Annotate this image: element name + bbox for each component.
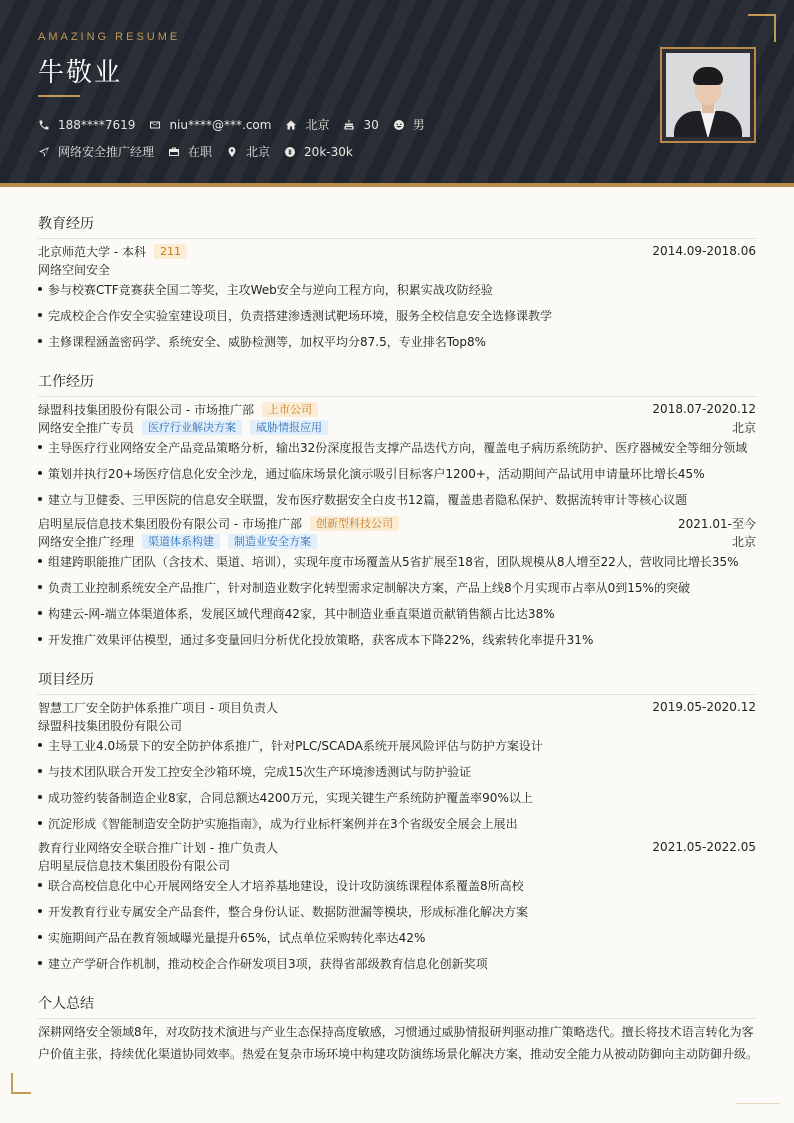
company-name: 绿盟科技集团股份有限公司 - 市场推广部 bbox=[38, 402, 254, 417]
list-item: 建立与卫健委、三甲医院的信息安全联盟，发布医疗数据安全白皮书12篇，覆盖患者隐私保护、数据流转审计等核心议题 bbox=[38, 491, 756, 508]
phone-icon bbox=[38, 119, 50, 131]
cake-icon bbox=[343, 119, 355, 131]
gender-item bbox=[393, 116, 425, 133]
list-item: 参与校赛CTF竞赛获全国二等奖，主攻Web安全与逆向工程方向，积累实战攻防经验 bbox=[38, 281, 756, 298]
section-title-summary: 个人总结 bbox=[38, 993, 756, 1019]
hometown-value: 北京 bbox=[305, 118, 330, 132]
salary-item bbox=[284, 145, 353, 159]
work-date: 2018.07-2020.12 bbox=[652, 402, 756, 416]
work-city: 北京 bbox=[731, 534, 756, 549]
target-position-item bbox=[38, 143, 154, 160]
role-tag: 制造业安全方案 bbox=[228, 534, 317, 549]
target-city-value: 北京 bbox=[246, 145, 271, 159]
work-entry-header bbox=[38, 514, 756, 532]
work-role: 网络安全推广经理 bbox=[38, 534, 135, 549]
section-title-education: 教育经历 bbox=[38, 213, 756, 239]
list-item: 主导工业4.0场景下的安全防护体系推广，针对PLC/SCADA系统开展风险评估与防护方案设计 bbox=[38, 737, 756, 754]
send-icon bbox=[38, 146, 50, 158]
money-icon bbox=[284, 146, 296, 158]
list-item: 策划并执行20+场医疗信息化安全沙龙，通过临床场景化演示吸引目标客户1200+，活动期间产品试用申请量环比增长45% bbox=[38, 465, 756, 482]
list-item: 成功签约装备制造企业8家，合同总额达4200万元，实现关键生产系统防护覆盖率90%以上 bbox=[38, 789, 756, 806]
header-divider bbox=[0, 183, 794, 187]
section-title-work: 工作经历 bbox=[38, 371, 756, 397]
work-role-line bbox=[38, 418, 756, 436]
list-item: 沉淀形成《智能制造安全防护实施指南》，成为行业标杆案例并在3个省级安全展会上展出 bbox=[38, 815, 756, 832]
education-date: 2014.09-2018.06 bbox=[652, 244, 756, 258]
corner-ornament bbox=[11, 1073, 31, 1094]
work-date: 2021.01-至今 bbox=[678, 516, 756, 531]
role-tag: 威胁情报应用 bbox=[250, 420, 328, 435]
work-role: 网络安全推广专员 bbox=[38, 420, 135, 435]
education-major: 网络空间安全 bbox=[38, 262, 111, 277]
project-name: 智慧工厂安全防护体系推广项目 - 项目负责人 bbox=[38, 700, 278, 715]
home-icon bbox=[285, 119, 297, 131]
location-pin-icon bbox=[226, 146, 238, 158]
company-tag: 上市公司 bbox=[262, 402, 318, 417]
list-item: 建立产学研合作机制，推动校企合作研发项目3项，获得省部级教育信息化创新奖项 bbox=[38, 955, 756, 972]
work-city: 北京 bbox=[731, 420, 756, 435]
status-item bbox=[168, 143, 212, 160]
work-entry-header bbox=[38, 400, 756, 418]
mail-icon bbox=[149, 119, 161, 131]
corner-ornament bbox=[736, 1103, 780, 1104]
age-item bbox=[343, 118, 378, 132]
status-value: 在职 bbox=[188, 145, 213, 159]
school-name: 北京师范大学 - 本科 bbox=[38, 244, 146, 259]
list-item: 主修课程涵盖密码学、系统安全、威胁检测等，加权平均分87.5，专业排名Top8% bbox=[38, 333, 756, 350]
list-item: 组建跨职能推广团队（含技术、渠道、培训），实现年度市场覆盖从5省扩展至18省，团队规模从8人增至22人，营收同比增长35% bbox=[38, 553, 756, 570]
phone-value: 188****7619 bbox=[58, 117, 136, 132]
target-city-item bbox=[226, 143, 270, 160]
role-tag: 渠道体系构建 bbox=[142, 534, 220, 549]
job-intent-row bbox=[38, 143, 367, 160]
email-item bbox=[149, 118, 271, 132]
list-item: 开发教育行业专属安全产品套件，整合身份认证、数据防泄漏等模块，形成标准化解决方案 bbox=[38, 903, 756, 920]
list-item: 完成校企合作安全实验室建设项目，负责搭建渗透测试靶场环境，服务全校信息安全选修课教学 bbox=[38, 307, 756, 324]
list-item: 实施期间产品在教育领域曝光量提升65%，试点单位采购转化率达42% bbox=[38, 929, 756, 946]
section-title-projects: 项目经历 bbox=[38, 669, 756, 695]
name-underline bbox=[38, 95, 80, 97]
briefcase-icon bbox=[168, 146, 180, 158]
work-role-line bbox=[38, 532, 756, 550]
list-item: 构建云-网-端立体渠道体系，发展区域代理商42家，其中制造业垂直渠道贡献销售额占比达38% bbox=[38, 605, 756, 622]
project-company-line bbox=[38, 716, 756, 734]
resume-header bbox=[0, 0, 794, 183]
gender-value: 男 bbox=[412, 118, 425, 132]
target-position-value: 网络安全推广经理 bbox=[58, 145, 155, 159]
hometown-item bbox=[285, 116, 329, 133]
phone-item bbox=[38, 118, 135, 132]
project-company-line bbox=[38, 856, 756, 874]
company-tag: 创新型科技公司 bbox=[310, 516, 399, 531]
role-tag: 医疗行业解决方案 bbox=[142, 420, 242, 435]
list-item: 联合高校信息化中心开展网络安全人才培养基地建设，设计攻防演练课程体系覆盖8所高校 bbox=[38, 877, 756, 894]
list-item: 与技术团队联合开发工控安全沙箱环境，完成15次生产环境渗透测试与防护验证 bbox=[38, 763, 756, 780]
project-company: 启明星辰信息技术集团股份有限公司 bbox=[38, 858, 231, 873]
project-date: 2019.05-2020.12 bbox=[652, 700, 756, 714]
project-name: 教育行业网络安全联合推广计划 - 推广负责人 bbox=[38, 840, 278, 855]
school-tag: 211 bbox=[154, 244, 187, 259]
avatar bbox=[666, 53, 750, 137]
email-value: niu****@***.com bbox=[169, 117, 272, 132]
summary-text: 深耕网络安全领域8年，对攻防技术演进与产业生态保持高度敏感，习惯通过威胁情报研判驱动推广策略迭代。擅长将技术语言转化为客户价值主张，持续优化渠道协同效率。热爱在复杂市场环境中构建攻防演练场景化解决方案，推动安全能力从被动防御向主动防御升级。 bbox=[38, 1025, 759, 1061]
project-company: 绿盟科技集团股份有限公司 bbox=[38, 718, 183, 733]
salary-value: 20k-30k bbox=[304, 144, 353, 159]
project-date: 2021.05-2022.05 bbox=[652, 840, 756, 854]
list-item: 主导医疗行业网络安全产品竞品策略分析，输出32份深度报告支撑产品迭代方向，覆盖电子病历系统防护、医疗器械安全等细分领域 bbox=[38, 439, 756, 456]
education-entry-header bbox=[38, 242, 756, 260]
list-item: 开发推广效果评估模型，通过多变量回归分析优化投放策略，获客成本下降22%，线索转化率提升31% bbox=[38, 631, 756, 648]
list-item: 负责工业控制系统安全产品推广，针对制造业数字化转型需求定制解决方案，产品上线8个月实现市占率从0到15%的突破 bbox=[38, 579, 756, 596]
education-major-line bbox=[38, 260, 756, 278]
age-value: 30 bbox=[363, 117, 379, 132]
resume-eyebrow: AMAZING RESUME bbox=[38, 31, 181, 43]
smiley-icon bbox=[393, 119, 405, 131]
profile-photo bbox=[660, 47, 756, 143]
corner-ornament bbox=[748, 14, 776, 42]
project-entry-header bbox=[38, 838, 756, 856]
project-entry-header bbox=[38, 698, 756, 716]
candidate-name: 牛敬业 bbox=[38, 58, 123, 88]
contact-row bbox=[38, 116, 439, 133]
company-name: 启明星辰信息技术集团股份有限公司 - 市场推广部 bbox=[38, 516, 302, 531]
